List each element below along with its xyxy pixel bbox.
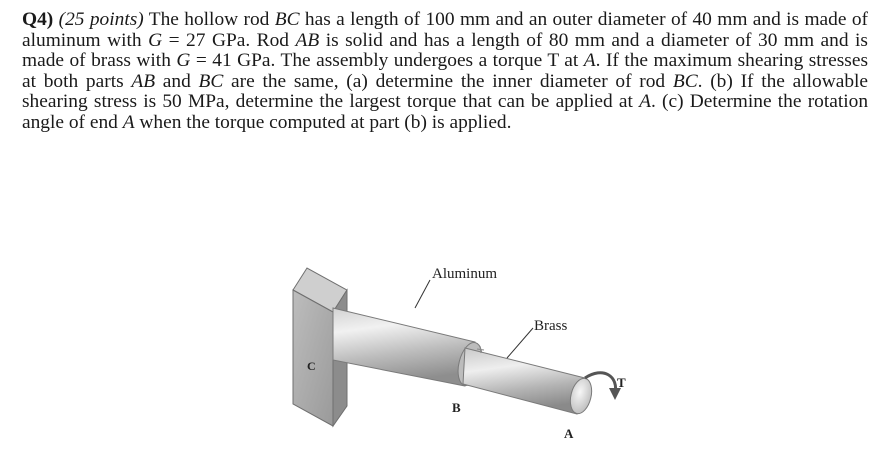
- brass-rod: [463, 346, 595, 416]
- point-c-label: C: [307, 359, 316, 373]
- text-seg-9: . (b) If the allowable shearing stress is 50 MPa, determine the largest torque that can be applied at: [22, 70, 869, 113]
- var-bc-3: BC: [672, 70, 698, 92]
- var-bc-1: BC: [274, 9, 300, 30]
- var-a-3: A: [122, 111, 135, 133]
- brass-label: Brass: [534, 318, 568, 334]
- var-a-1: A: [583, 50, 596, 72]
- text-seg-8: are the same, (a) determine the inner diameter of rod: [223, 70, 673, 92]
- var-g-1: G: [148, 29, 163, 51]
- shaft-assembly-figure: [285, 238, 645, 458]
- var-ab-1: AB: [295, 29, 320, 51]
- point-b-label: B: [452, 400, 461, 415]
- text-seg-7: and: [155, 70, 199, 92]
- question-number: Q4): [22, 9, 54, 30]
- points-label: (25 points): [58, 9, 144, 30]
- var-bc-2: BC: [198, 70, 224, 92]
- var-g-2: G: [176, 50, 191, 72]
- torque-t-label: T: [617, 375, 626, 390]
- problem-statement: [22, 10, 868, 134]
- var-a-2: A: [639, 91, 651, 113]
- text-seg-2: has a length of 100 mm and an outer diameter of 40 mm and is made of aluminum with: [22, 9, 868, 51]
- point-a-label: A: [564, 426, 574, 441]
- text-seg-5: = 41 GPa. The assembly undergoes a torque T at: [190, 50, 584, 72]
- shaft-diagram: [285, 238, 645, 458]
- text-seg-3: = 27 GPa. Rod: [162, 29, 296, 51]
- text-seg-1: The hollow rod: [143, 9, 275, 30]
- var-ab-2: AB: [131, 70, 156, 92]
- text-seg-10: . (c) Determine the rotation angle of end: [22, 91, 869, 133]
- text-seg-6: . If the maximum shearing stresses at both parts: [22, 50, 869, 92]
- brass-leader-line: [507, 328, 533, 358]
- text-seg-4: is solid and has a length of 80 mm and a diameter of 30 mm and is made of brass with: [22, 29, 868, 72]
- text-seg-11: when the torque computed at part (b) is applied.: [134, 111, 512, 133]
- aluminum-label: Aluminum: [432, 266, 498, 282]
- aluminum-leader-line: [415, 280, 430, 308]
